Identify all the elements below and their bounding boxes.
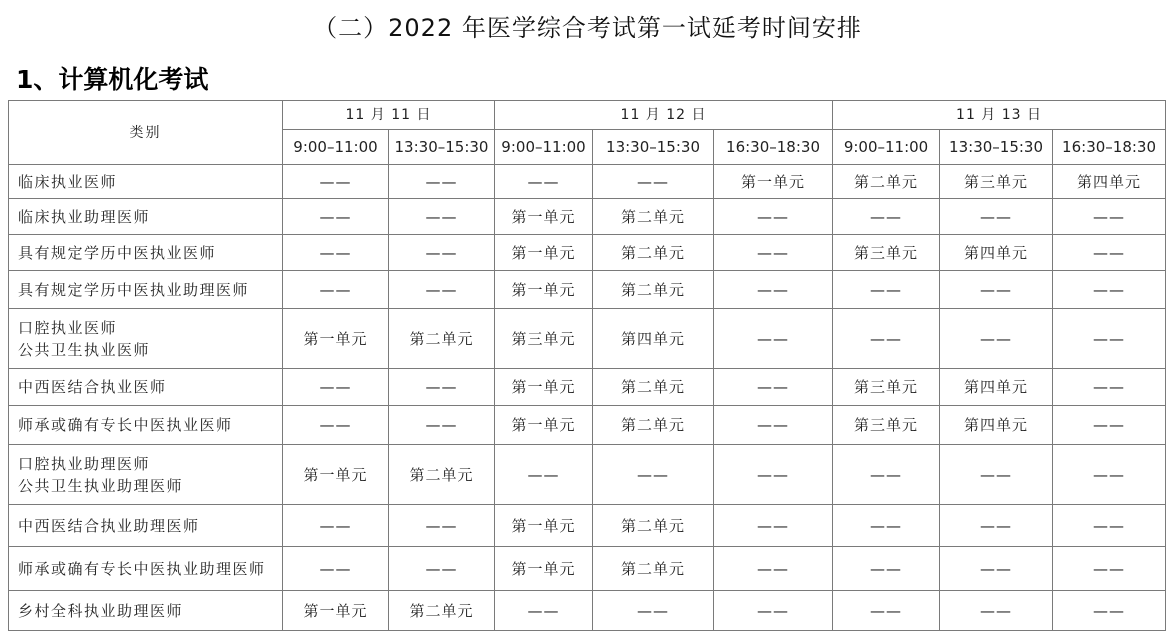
category-label: 师承或确有专长中医执业医师: [18, 416, 233, 434]
schedule-cell: ——: [714, 369, 833, 406]
category-label: 师承或确有专长中医执业助理医师: [18, 559, 266, 578]
schedule-cell: 第四单元: [940, 235, 1053, 271]
schedule-cell: 第三单元: [833, 235, 940, 271]
schedule-cell: ——: [593, 591, 714, 631]
schedule-cell: ——: [1053, 199, 1166, 235]
schedule-cell: ——: [283, 505, 389, 547]
schedule-cell: 第四单元: [593, 309, 714, 369]
schedule-cell: 第二单元: [593, 369, 714, 406]
category-cell: [9, 547, 283, 591]
schedule-cell: 第四单元: [940, 369, 1053, 406]
time-slot-header: 13:30–15:30: [593, 130, 714, 165]
schedule-cell: ——: [1053, 271, 1166, 309]
schedule-cell: 第四单元: [1053, 165, 1166, 199]
category-cell: [9, 406, 283, 445]
schedule-cell: ——: [940, 271, 1053, 309]
time-slot-header: 16:30–18:30: [714, 130, 833, 165]
schedule-cell: ——: [389, 505, 495, 547]
schedule-cell: 第二单元: [593, 547, 714, 591]
category-cell: [9, 309, 283, 369]
schedule-cell: ——: [389, 406, 495, 445]
schedule-cell: 第一单元: [283, 309, 389, 369]
schedule-cell: 第二单元: [389, 445, 495, 505]
schedule-cell: ——: [389, 547, 495, 591]
date-header: 11 月 11 日: [283, 101, 495, 130]
table-row: [9, 165, 1166, 199]
schedule-cell: ——: [593, 445, 714, 505]
schedule-cell: ——: [833, 199, 940, 235]
schedule-cell: ——: [1053, 406, 1166, 445]
document-title: （二）2022 年医学综合考试第一试延考时间安排: [313, 14, 862, 42]
schedule-cell: ——: [714, 505, 833, 547]
schedule-cell: ——: [714, 235, 833, 271]
schedule-cell: ——: [1053, 235, 1166, 271]
schedule-cell: 第三单元: [940, 165, 1053, 199]
schedule-cell: 第二单元: [593, 199, 714, 235]
exam-schedule-table: [8, 100, 1166, 631]
schedule-cell: 第三单元: [495, 309, 593, 369]
schedule-cell: ——: [940, 445, 1053, 505]
category-label: 公共卫生执业助理医师: [18, 476, 184, 495]
schedule-cell: ——: [714, 271, 833, 309]
schedule-cell: ——: [1053, 505, 1166, 547]
schedule-cell: ——: [940, 505, 1053, 547]
category-label: 乡村全科执业助理医师: [18, 601, 184, 620]
schedule-cell: 第一单元: [495, 235, 593, 271]
schedule-cell: ——: [495, 165, 593, 199]
schedule-cell: ——: [283, 369, 389, 406]
schedule-cell: ——: [940, 591, 1053, 631]
category-label: 具有规定学历中医执业医师: [18, 243, 217, 262]
schedule-cell: 第四单元: [940, 406, 1053, 445]
schedule-cell: ——: [940, 547, 1053, 591]
schedule-cell: ——: [833, 547, 940, 591]
date-header: 11 月 13 日: [833, 101, 1166, 130]
category-label: 临床执业医师: [18, 172, 118, 191]
schedule-cell: 第二单元: [593, 271, 714, 309]
schedule-cell: ——: [714, 199, 833, 235]
category-label: 中西医结合执业医师: [18, 378, 167, 396]
category-label: 口腔执业助理医师: [18, 454, 151, 473]
category-cell: [9, 591, 283, 631]
schedule-cell: ——: [833, 591, 940, 631]
time-slot-header: 9:00–11:00: [495, 130, 593, 165]
schedule-cell: ——: [1053, 591, 1166, 631]
time-slot-header: 9:00–11:00: [833, 130, 940, 165]
category-label: 公共卫生执业医师: [18, 340, 151, 359]
schedule-cell: ——: [940, 199, 1053, 235]
schedule-cell: 第三单元: [833, 369, 940, 406]
schedule-cell: ——: [389, 235, 495, 271]
table-row: [9, 406, 1166, 445]
schedule-cell: ——: [1053, 547, 1166, 591]
schedule-cell: ——: [389, 369, 495, 406]
table-row: [9, 271, 1166, 309]
category-label: 中西医结合执业助理医师: [18, 516, 200, 535]
table-row: [9, 591, 1166, 631]
schedule-cell: 第一单元: [714, 165, 833, 199]
schedule-cell: 第二单元: [593, 235, 714, 271]
schedule-cell: 第一单元: [495, 406, 593, 445]
table-row: [9, 445, 1166, 505]
schedule-cell: ——: [283, 165, 389, 199]
schedule-cell: ——: [1053, 369, 1166, 406]
table-row: [9, 505, 1166, 547]
schedule-cell: ——: [495, 445, 593, 505]
schedule-cell: ——: [389, 199, 495, 235]
schedule-cell: ——: [833, 309, 940, 369]
table-row: [9, 235, 1166, 271]
schedule-cell: ——: [833, 445, 940, 505]
time-slot-header: 13:30–15:30: [940, 130, 1053, 165]
schedule-cell: ——: [283, 547, 389, 591]
schedule-cell: ——: [283, 235, 389, 271]
schedule-cell: ——: [1053, 309, 1166, 369]
schedule-cell: 第二单元: [833, 165, 940, 199]
schedule-cell: ——: [714, 591, 833, 631]
date-header: 11 月 12 日: [495, 101, 833, 130]
table-row: [9, 199, 1166, 235]
category-label: 口腔执业医师: [18, 318, 118, 337]
table-row: [9, 309, 1166, 369]
category-cell: [9, 235, 283, 271]
schedule-body: [9, 165, 1166, 631]
schedule-cell: 第二单元: [389, 591, 495, 631]
schedule-cell: ——: [495, 591, 593, 631]
schedule-cell: ——: [833, 271, 940, 309]
category-cell: [9, 199, 283, 235]
section-heading: 1、计算机化考试: [16, 65, 209, 94]
schedule-cell: ——: [389, 271, 495, 309]
schedule-cell: ——: [389, 165, 495, 199]
category-header: 类别: [9, 101, 283, 165]
schedule-cell: ——: [1053, 445, 1166, 505]
schedule-cell: 第一单元: [283, 591, 389, 631]
schedule-cell: 第一单元: [495, 505, 593, 547]
time-slot-header: 16:30–18:30: [1053, 130, 1166, 165]
schedule-cell: ——: [283, 271, 389, 309]
category-cell: [9, 445, 283, 505]
category-label: 临床执业助理医师: [18, 207, 151, 226]
category-cell: [9, 369, 283, 406]
schedule-cell: 第二单元: [389, 309, 495, 369]
table-row: [9, 547, 1166, 591]
schedule-cell: ——: [283, 199, 389, 235]
schedule-cell: 第三单元: [833, 406, 940, 445]
schedule-cell: 第一单元: [283, 445, 389, 505]
schedule-cell: ——: [283, 406, 389, 445]
schedule-cell: ——: [833, 505, 940, 547]
schedule-cell: 第一单元: [495, 199, 593, 235]
schedule-cell: ——: [714, 547, 833, 591]
category-cell: [9, 271, 283, 309]
schedule-cell: ——: [593, 165, 714, 199]
schedule-cell: 第一单元: [495, 547, 593, 591]
schedule-cell: 第一单元: [495, 271, 593, 309]
schedule-cell: 第二单元: [593, 505, 714, 547]
date-header-row: [9, 101, 1166, 130]
schedule-cell: ——: [940, 309, 1053, 369]
schedule-cell: ——: [714, 445, 833, 505]
schedule-cell: 第一单元: [495, 369, 593, 406]
schedule-cell: ——: [714, 309, 833, 369]
category-label: 具有规定学历中医执业助理医师: [18, 280, 250, 299]
table-row: [9, 369, 1166, 406]
time-slot-header: 13:30–15:30: [389, 130, 495, 165]
schedule-cell: ——: [714, 406, 833, 445]
category-cell: [9, 505, 283, 547]
category-cell: [9, 165, 283, 199]
schedule-cell: 第二单元: [593, 406, 714, 445]
time-slot-header: 9:00–11:00: [283, 130, 389, 165]
